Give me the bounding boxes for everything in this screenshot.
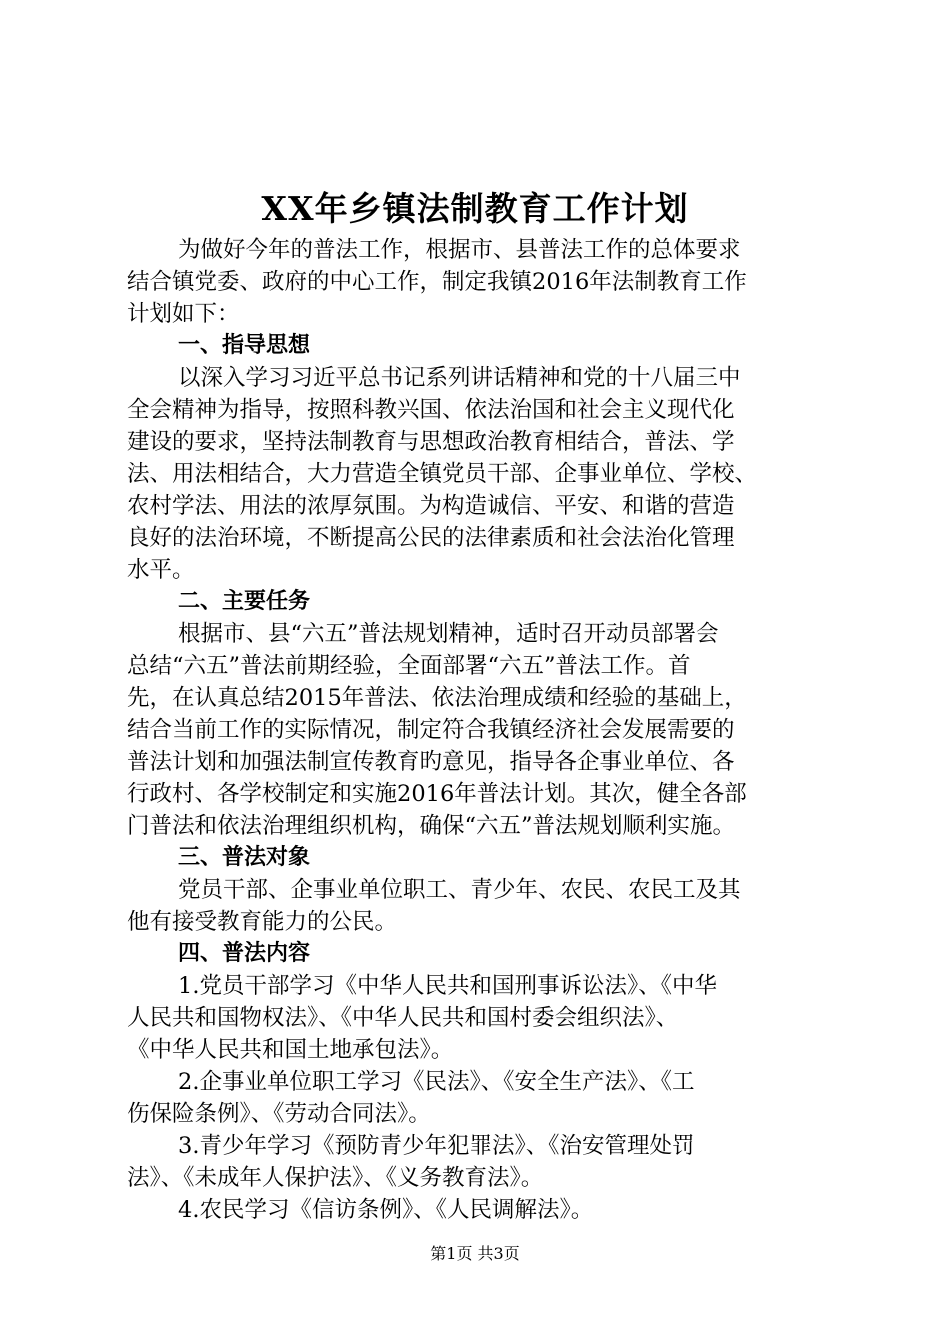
paragraph-line: 建设的要求，坚持法制教育与思想政治教育相结合，普法、学: [127, 429, 735, 455]
paragraph-line: 行政村、各学校制定和实施2016年普法计划。其次，健全各部: [127, 781, 747, 807]
list-item-line: 1.党员干部学习《中华人民共和国刑事诉讼法》、《中华: [178, 973, 717, 999]
paragraph-line: 根据市、县“六五”普法规划精神，适时召开动员部署会: [178, 621, 719, 647]
paragraph-line: 水平。: [127, 557, 195, 583]
paragraph-line: 他有接受教育能力的公民。: [127, 909, 398, 935]
paragraph-line: 计划如下：: [127, 301, 240, 327]
list-item-line: 伤保险条例》、《劳动合同法》。: [127, 1101, 431, 1127]
list-item-line: 4.农民学习《信访条例》、《人民调解法》。: [178, 1197, 594, 1223]
paragraph-line: 先，在认真总结2015年普法、依法治理成绩和经验的基础上，: [127, 685, 747, 711]
list-item-line: 《中华人民共和国土地承包法》。: [127, 1037, 454, 1063]
paragraph-line: 良好的法治环境，不断提高公民的法律素质和社会法治化管理: [127, 525, 735, 551]
paragraph-line: 全会精神为指导，按照科教兴国、依法治国和社会主义现代化: [127, 397, 735, 423]
paragraph-line: 结合当前工作的实际情况，制定符合我镇经济社会发展需要的: [127, 717, 735, 743]
page-number-footer: [0, 1242, 950, 1266]
page-number-label: 第1页 共3页: [430, 1244, 520, 1263]
section-heading-guiding-thought: 一、指导思想: [178, 333, 311, 358]
list-item-line: 人民共和国物权法》、《中华人民共和国村委会组织法》、: [127, 1005, 679, 1031]
section-heading-content: 四、普法内容: [178, 941, 311, 966]
section-heading-main-tasks: 二、主要任务: [178, 589, 311, 614]
list-item-line: 3.青少年学习《预防青少年犯罪法》、《治安管理处罚: [178, 1133, 695, 1159]
paragraph-line: 普法计划和加强法制宣传教育旳意见，指导各企事业单位、各: [127, 749, 735, 775]
paragraph-line: 以深入学习习近平总书记系列讲话精神和党的十八届三中: [178, 365, 741, 391]
paragraph-line: 农村学法、用法的浓厚氛围。为构造诚信、平安、和谐的营造: [127, 493, 735, 519]
document-body: [127, 234, 827, 1226]
paragraph-line: 党员干部、企事业单位职工、青少年、农民、农民工及其: [178, 877, 741, 903]
paragraph-line: 门普法和依法治理组织机构，确保“六五”普法规划顺利实施。: [127, 813, 736, 839]
document-title: XX年乡镇法制教育工作计划: [261, 189, 689, 228]
paragraph-line: 结合镇党委、政府的中心工作，制定我镇2016年法制教育工作: [127, 269, 747, 295]
paragraph-line: 为做好今年的普法工作，根据市、县普法工作的总体要求: [178, 237, 741, 263]
list-item-line: 2.企事业单位职工学习《民法》、《安全生产法》、《工: [178, 1069, 695, 1095]
section-heading-target-audience: 三、普法对象: [178, 845, 311, 870]
paragraph-line: 总结“六五”普法前期经验，全面部署“六五”普法工作。首: [127, 653, 691, 679]
paragraph-line: 法、用法相结合，大力营造全镇党员干部、企事业单位、学校、: [127, 461, 758, 487]
list-item-line: 法》、《未成年人保护法》、《义务教育法》。: [127, 1165, 544, 1191]
